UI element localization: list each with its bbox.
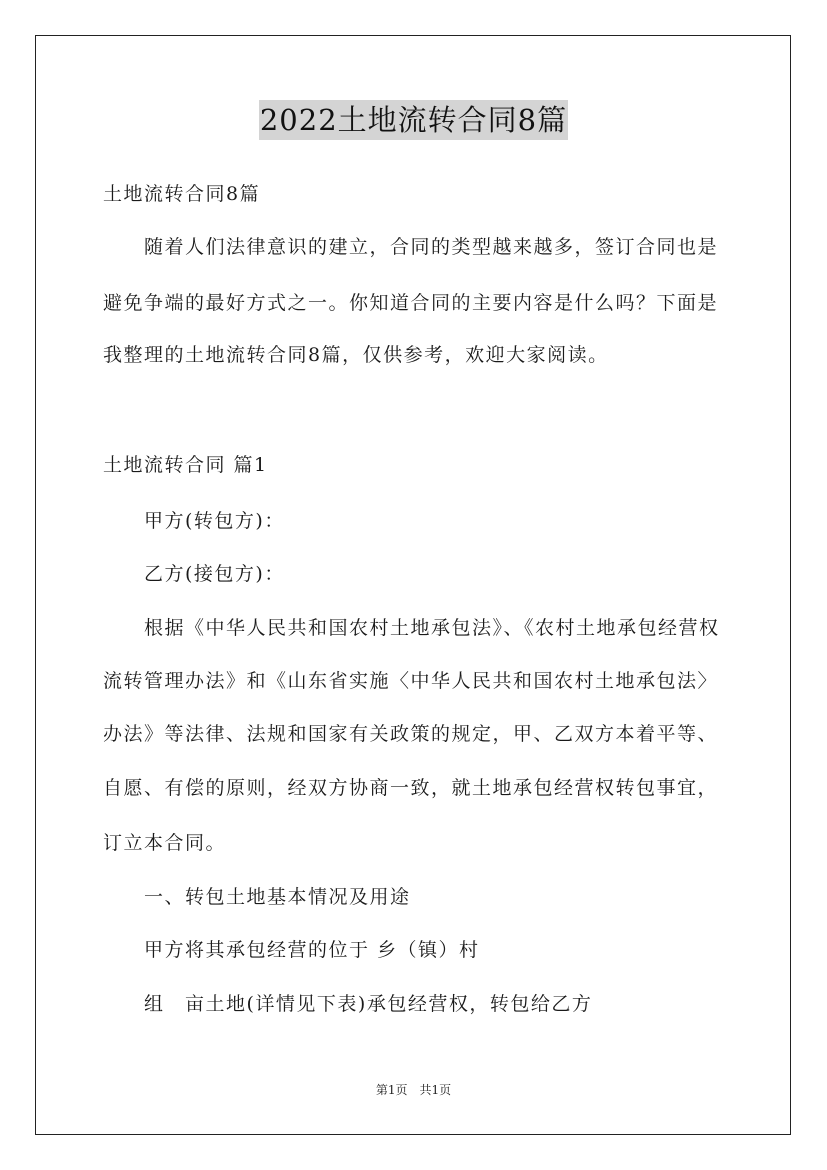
clause-1-line-1: 甲方将其承包经营的位于 乡（镇）村 bbox=[144, 939, 480, 961]
document-subtitle: 土地流转合同8篇 bbox=[103, 183, 261, 205]
clause-1-heading: 一、转包土地基本情况及用途 bbox=[144, 886, 411, 908]
intro-line-1: 随着人们法律意识的建立，合同的类型越来越多，签订合同也是 bbox=[144, 236, 719, 258]
basis-line-1: 根据《中华人民共和国农村土地承包法》、《农村土地承包经营权 bbox=[144, 617, 720, 639]
intro-line-2: 避免争端的最好方式之一。你知道合同的主要内容是什么吗？下面是 bbox=[103, 292, 719, 314]
page-footer: 第1页 共1页 bbox=[375, 1083, 452, 1097]
basis-line-3: 办法》等法律、法规和国家有关政策的规定，甲、乙双方本着平等、 bbox=[103, 723, 719, 745]
basis-line-4: 自愿、有偿的原则，经双方协商一致，就土地承包经营权转包事宜， bbox=[103, 777, 719, 799]
party-a-label: 甲方(转包方)： bbox=[144, 510, 285, 532]
section-heading: 土地流转合同 篇1 bbox=[103, 454, 268, 476]
basis-line-5: 订立本合同。 bbox=[103, 832, 227, 854]
title-container bbox=[0, 100, 827, 140]
party-b-label: 乙方(接包方)： bbox=[144, 563, 285, 585]
clause-1-line-2: 组 亩土地(详情见下表)承包经营权，转包给乙方 bbox=[144, 993, 593, 1015]
basis-line-2: 流转管理办法》和《山东省实施〈中华人民共和国农村土地承包法〉 bbox=[103, 670, 719, 692]
document-title: 2022土地流转合同8篇 bbox=[259, 100, 568, 140]
intro-line-3: 我整理的土地流转合同8篇，仅供参考，欢迎大家阅读。 bbox=[103, 344, 609, 366]
